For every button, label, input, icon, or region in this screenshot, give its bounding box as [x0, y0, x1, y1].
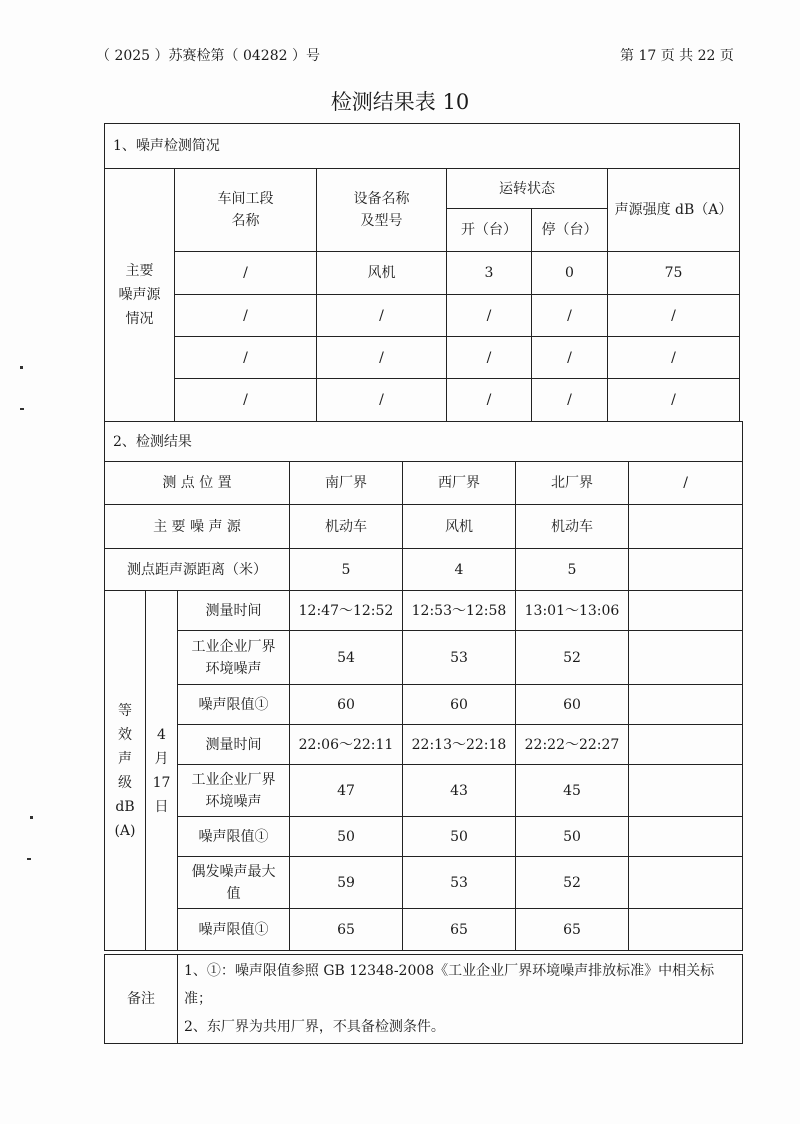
cell: 53	[403, 631, 516, 685]
remarks-label: 备注	[105, 955, 178, 1044]
cell: 风机	[317, 252, 447, 295]
cell: 50	[403, 817, 516, 857]
cell: 12:47～12:52	[290, 591, 403, 631]
cell: /	[317, 337, 447, 379]
cell: /	[317, 295, 447, 337]
cell: /	[175, 379, 317, 422]
scan-speck	[20, 408, 24, 410]
cell: /	[175, 337, 317, 379]
cell: /	[608, 337, 740, 379]
cell: 53	[403, 857, 516, 909]
cell: 45	[516, 765, 629, 817]
night-limit-label: 噪声限值①	[178, 817, 290, 857]
cell: 65	[516, 909, 629, 951]
scan-speck	[30, 816, 33, 819]
table-row	[105, 631, 743, 685]
noise-source-table	[104, 123, 740, 422]
source-label: 主 要 噪 声 源	[105, 505, 290, 549]
cell: /	[175, 295, 317, 337]
off-count-header: 停（台）	[532, 209, 608, 252]
table-row	[105, 295, 740, 337]
page-info: 第 17 页 共 22 页	[620, 48, 734, 64]
cell	[629, 591, 743, 631]
cell: 22:13～22:18	[403, 725, 516, 765]
section2-heading: 2、检测结果	[105, 422, 743, 462]
remarks-table	[104, 954, 743, 1044]
cell: 52	[516, 857, 629, 909]
cell: /	[317, 379, 447, 422]
equivalent-level-label: 等 效 声 级 dB (A)	[105, 591, 146, 951]
cell	[629, 817, 743, 857]
table-row	[105, 685, 743, 725]
distance-label: 测点距声源距离（米）	[105, 549, 290, 591]
table-row	[105, 591, 743, 631]
cell: 3	[447, 252, 532, 295]
max-limit-label: 噪声限值①	[178, 909, 290, 951]
cell: /	[447, 379, 532, 422]
cell: 22:06～22:11	[290, 725, 403, 765]
max-noise-label: 偶发噪声最大 值	[178, 857, 290, 909]
table-row	[105, 337, 740, 379]
cell: 47	[290, 765, 403, 817]
cell: 13:01～13:06	[516, 591, 629, 631]
cell: 12:53～12:58	[403, 591, 516, 631]
report-number: （ 2025 ）苏赛检第（ 04282 ）号	[96, 48, 320, 64]
on-count-header: 开（台）	[447, 209, 532, 252]
scan-speck	[20, 366, 23, 369]
cell: /	[447, 337, 532, 379]
cell	[629, 631, 743, 685]
cell: 60	[516, 685, 629, 725]
cell: 西厂界	[403, 462, 516, 505]
cell: /	[532, 337, 608, 379]
cell: /	[447, 295, 532, 337]
page-title: 检测结果表 10	[330, 90, 470, 114]
cell: 22:22～22:27	[516, 725, 629, 765]
main-noise-source-label: 主要 噪声源 情况	[105, 169, 175, 422]
cell: /	[532, 295, 608, 337]
cell: 50	[290, 817, 403, 857]
cell: 0	[532, 252, 608, 295]
date-label: 4 月 17 日	[146, 591, 178, 951]
cell: 风机	[403, 505, 516, 549]
cell	[629, 765, 743, 817]
remarks-content: 1、①：噪声限值参照 GB 12348-2008《工业企业厂界环境噪声排放标准》中相关标准； 2、东厂界为共用厂界，不具备检测条件。	[178, 955, 743, 1044]
day-limit-label: 噪声限值①	[178, 685, 290, 725]
cell: 北厂界	[516, 462, 629, 505]
day-noise-label: 工业企业厂界 环境噪声	[178, 631, 290, 685]
cell	[629, 909, 743, 951]
cell: /	[629, 462, 743, 505]
cell: 50	[516, 817, 629, 857]
cell: 4	[403, 549, 516, 591]
cell: 43	[403, 765, 516, 817]
table-row	[105, 549, 743, 591]
cell: 5	[290, 549, 403, 591]
intensity-header: 声源强度 dB（A）	[608, 169, 740, 252]
cell: 65	[290, 909, 403, 951]
device-header: 设备名称 及型号	[317, 169, 447, 252]
scan-speck	[27, 858, 31, 860]
table-row	[105, 909, 743, 951]
cell: 59	[290, 857, 403, 909]
cell: 60	[403, 685, 516, 725]
status-header: 运转状态	[447, 169, 608, 209]
cell	[629, 725, 743, 765]
table-row	[105, 725, 743, 765]
cell: /	[175, 252, 317, 295]
cell: 75	[608, 252, 740, 295]
cell	[629, 549, 743, 591]
cell: 54	[290, 631, 403, 685]
cell	[629, 505, 743, 549]
night-noise-label: 工业企业厂界 环境噪声	[178, 765, 290, 817]
table-row	[105, 462, 743, 505]
cell	[629, 685, 743, 725]
table-row	[105, 817, 743, 857]
table-row	[105, 252, 740, 295]
table-row	[105, 379, 740, 422]
cell: /	[608, 379, 740, 422]
cell: /	[532, 379, 608, 422]
cell: 机动车	[516, 505, 629, 549]
section1-heading: 1、噪声检测简况	[105, 124, 740, 169]
cell	[629, 857, 743, 909]
night-time-label: 测量时间	[178, 725, 290, 765]
workshop-header: 车间工段 名称	[175, 169, 317, 252]
cell: 60	[290, 685, 403, 725]
noise-result-table	[104, 421, 743, 951]
table-row	[105, 505, 743, 549]
cell: 5	[516, 549, 629, 591]
table-row	[105, 857, 743, 909]
point-label: 测 点 位 置	[105, 462, 290, 505]
cell: 65	[403, 909, 516, 951]
cell: 机动车	[290, 505, 403, 549]
table-row	[105, 765, 743, 817]
cell: 南厂界	[290, 462, 403, 505]
cell: /	[608, 295, 740, 337]
cell: 52	[516, 631, 629, 685]
day-time-label: 测量时间	[178, 591, 290, 631]
